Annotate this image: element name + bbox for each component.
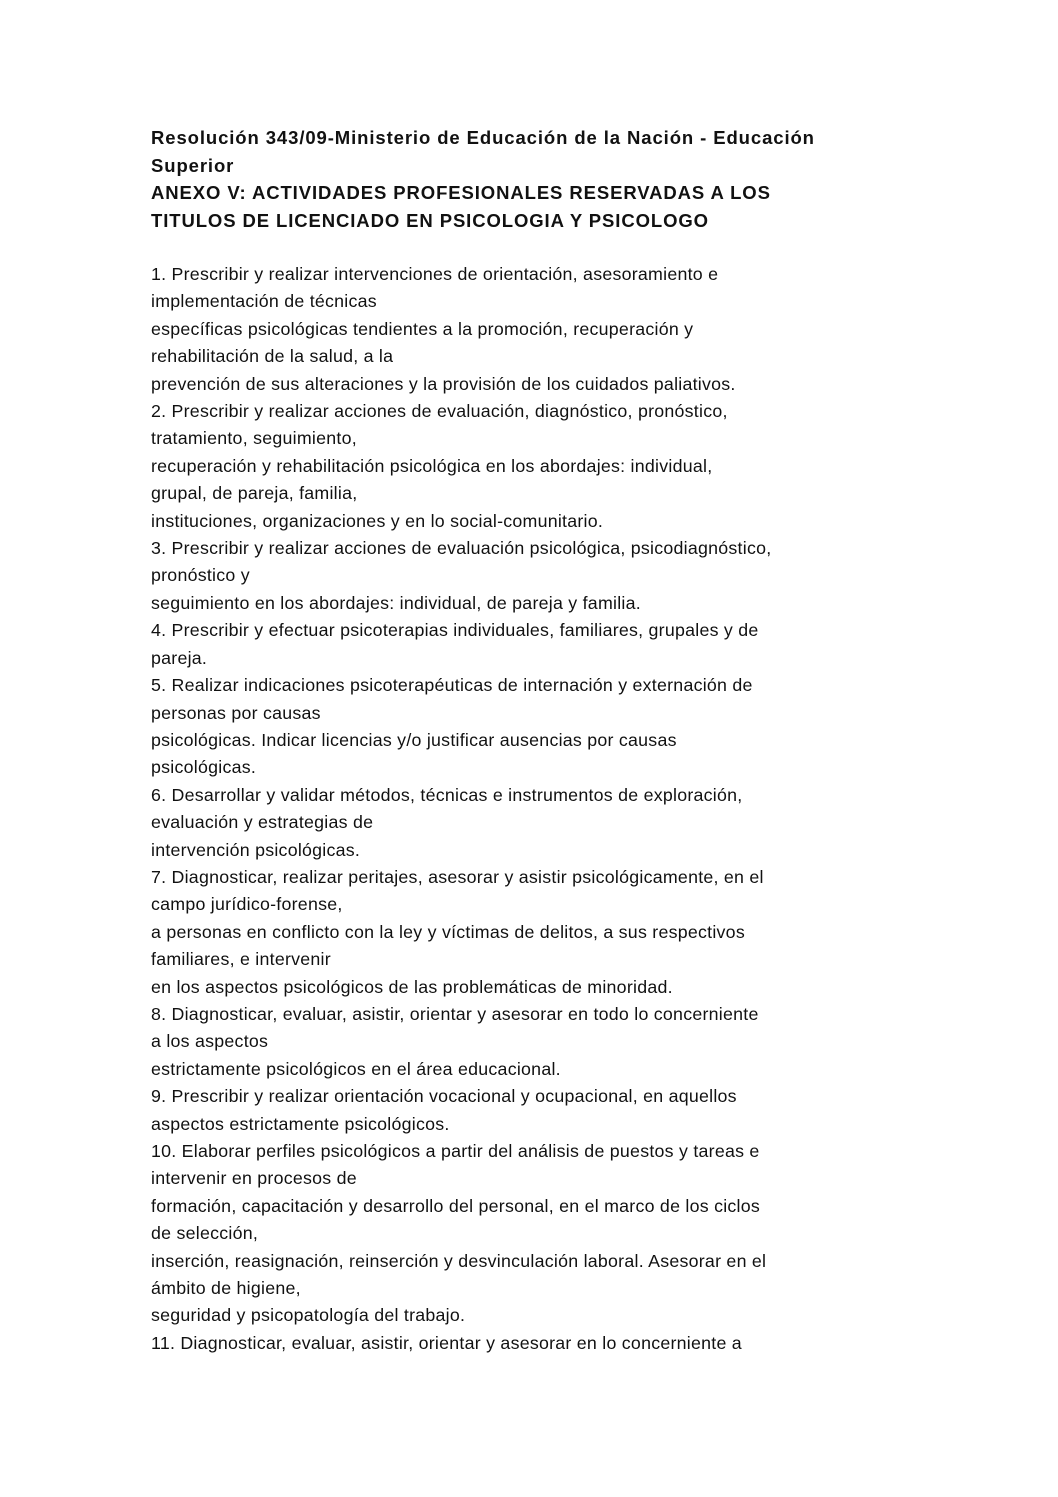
body-line: 4. Prescribir y efectuar psicoterapias individuales, familiares, grupales y de [151,620,759,641]
body-line: inserción, reasignación, reinserción y desvinculación laboral. Asesorar en el [151,1250,767,1271]
body-line: pareja. [151,647,208,668]
body-line: 7. Diagnosticar, realizar peritajes, asesorar y asistir psicológicamente, en el [151,866,764,887]
body-line: 2. Prescribir y realizar acciones de evaluación, diagnóstico, pronóstico, [151,401,728,422]
body-line: prevención de sus alteraciones y la provisión de los cuidados paliativos. [151,373,736,394]
body-line: aspectos estrictamente psicológicos. [151,1113,450,1134]
body-line: 11. Diagnosticar, evaluar, asistir, orientar y asesorar en lo concerniente a [151,1332,742,1353]
body-line: 5. Realizar indicaciones psicoterapéuticas de internación y externación de [151,675,753,696]
body-line: seguridad y psicopatología del trabajo. [151,1305,466,1326]
document-page [151,124,911,1357]
body-line: personas por causas [151,702,321,723]
body-line: formación, capacitación y desarrollo del personal, en el marco de los ciclos [151,1195,761,1216]
body-line: 10. Elaborar perfiles psicológicos a partir del análisis de puestos y tareas e [151,1141,760,1161]
body-line: psicológicas. Indicar licencias y/o justificar ausencias por causas [151,729,677,750]
annex-heading-line: TITULOS DE LICENCIADO EN PSICOLOGIA Y PSICOLOGO [151,209,709,231]
body-line: 1. Prescribir y realizar intervenciones de orientación, asesoramiento e [151,264,719,284]
body-line: en los aspectos psicológicos de las problemáticas de minoridad. [151,976,673,997]
body-line: ámbito de higiene, [151,1278,301,1299]
annex-heading-line: ANEXO V: ACTIVIDADES PROFESIONALES RESERVADAS A LOS [151,182,771,203]
body-line: 8. Diagnosticar, evaluar, asistir, orientar y asesorar en todo lo concerniente [151,1003,759,1024]
title-line: Resolución 343/09-Ministerio de Educación de la Nación - Educación [151,127,815,148]
body-line: estrictamente psicológicos en el área educacional. [151,1058,561,1079]
body-line: grupal, de pareja, familia, [151,483,358,504]
body-line: instituciones, organizaciones y en lo social-comunitario. [151,510,604,531]
body-line: familiares, e intervenir [151,949,331,970]
body-line: a los aspectos [151,1031,269,1052]
body-line: de selección, [151,1223,259,1244]
body-line: rehabilitación de la salud, a la [151,346,394,367]
body-line: recuperación y rehabilitación psicológica en los abordajes: individual, [151,455,713,476]
body-line: implementación de técnicas [151,291,377,312]
title-line: Superior [151,154,235,176]
body-line: intervenir en procesos de [151,1168,357,1189]
body-line: 9. Prescribir y realizar orientación vocacional y ocupacional, en aquellos [151,1086,737,1107]
body-line: campo jurídico-forense, [151,894,343,915]
body-line: intervención psicológicas. [151,839,361,860]
body-line: 3. Prescribir y realizar acciones de evaluación psicológica, psicodiagnóstico, [151,538,772,559]
body-line: psicológicas. [151,757,257,778]
body-line: seguimiento en los abordajes: individual, de pareja y familia. [151,592,641,613]
body-line: evaluación y estrategias de [151,812,374,833]
body-line: específicas psicológicas tendientes a la promoción, recuperación y [151,318,694,339]
body-line: tratamiento, seguimiento, [151,428,357,449]
body-line: pronóstico y [151,565,250,586]
body-line: a personas en conflicto con la ley y víctimas de delitos, a sus respectivos [151,921,745,942]
body-line: 6. Desarrollar y validar métodos, técnicas e instrumentos de exploración, [151,784,743,805]
document-body [151,261,911,1357]
document-title [151,124,911,234]
